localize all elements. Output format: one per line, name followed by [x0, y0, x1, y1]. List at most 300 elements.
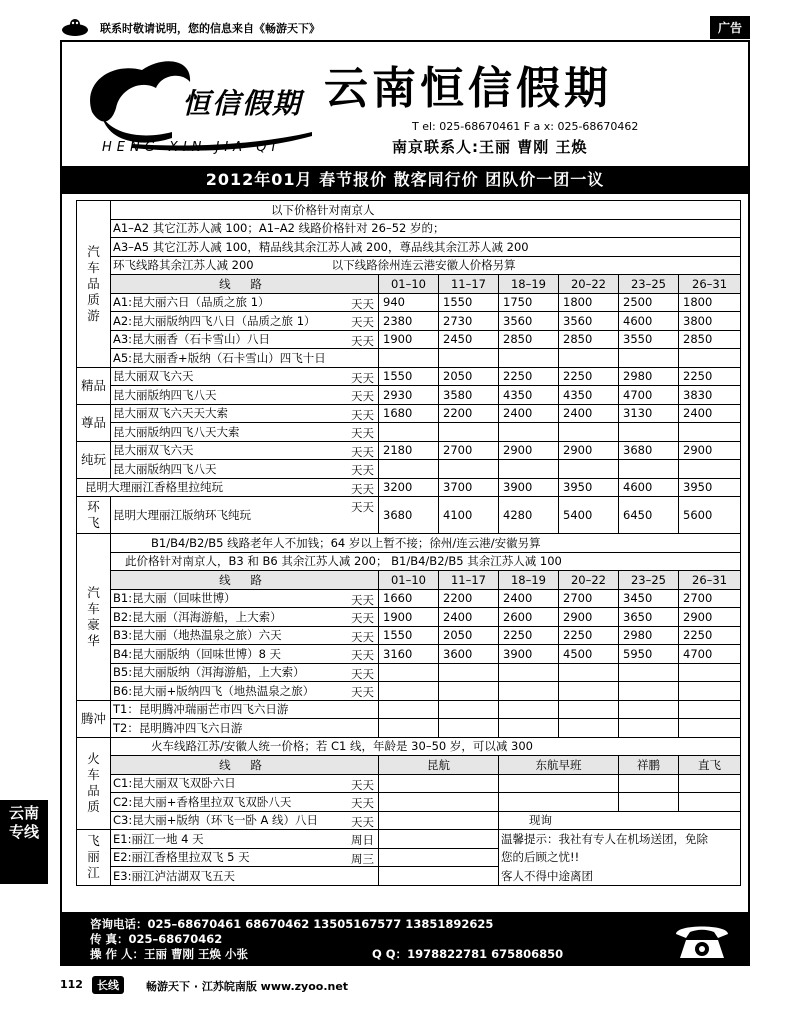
price-cell — [619, 793, 679, 812]
page-footer — [60, 974, 750, 992]
price-row — [77, 441, 741, 460]
price-row — [77, 497, 741, 534]
warm-tip: 您的后顾之忧!! — [499, 848, 741, 867]
price-cell — [499, 349, 559, 368]
route-name: E1:丽江一地 4 天 — [113, 831, 204, 846]
route-name: A1:昆大丽六日（品质之旅 1） — [113, 295, 270, 310]
price-cell: 2930 — [379, 386, 439, 405]
footer-qq-row — [372, 946, 563, 962]
price-cell — [559, 719, 619, 738]
route-frequency: 周日 — [351, 833, 374, 847]
price-cell: 2700 — [559, 589, 619, 608]
logo-text: 恒信假期 — [182, 87, 303, 120]
route-cell — [111, 423, 379, 442]
route-frequency: 天天 — [351, 500, 374, 514]
price-cell — [499, 700, 559, 719]
route-cell — [111, 774, 379, 793]
price-row — [77, 848, 741, 867]
date-range-header: 18–19 — [499, 571, 559, 590]
price-cell — [439, 423, 499, 442]
price-cell — [379, 867, 499, 886]
price-cell: 4350 — [499, 386, 559, 405]
price-cell: 3950 — [559, 478, 619, 497]
header — [62, 44, 748, 164]
price-cell: 3160 — [379, 645, 439, 664]
footer-contact-bar — [62, 912, 748, 964]
route-cell — [111, 608, 379, 627]
price-row — [77, 460, 741, 479]
route-name: 昆大丽版纳四飞八天大索 — [113, 424, 240, 439]
route-name: 昆大丽版纳四飞八天 — [113, 387, 217, 402]
price-cell — [499, 423, 559, 442]
price-cell — [379, 811, 499, 830]
price-cell: 1550 — [379, 367, 439, 386]
warm-tip: 客人不得中途离团 — [499, 867, 741, 886]
route-cell — [111, 460, 379, 479]
route-name: C1:昆大丽双飞双卧六日 — [113, 776, 236, 791]
date-header-row — [77, 275, 741, 294]
footer-operator-row — [90, 946, 248, 962]
route-cell — [111, 349, 379, 368]
price-cell — [619, 700, 679, 719]
price-cell — [439, 700, 499, 719]
price-cell: 1680 — [379, 404, 439, 423]
price-cell: 3950 — [679, 478, 741, 497]
price-cell: 1800 — [679, 293, 741, 312]
price-cell — [499, 460, 559, 479]
price-cell — [559, 700, 619, 719]
price-cell — [379, 830, 499, 849]
price-cell — [679, 349, 741, 368]
inquire-cell: 现询 — [499, 811, 741, 830]
price-cell — [619, 719, 679, 738]
price-cell: 4100 — [439, 497, 499, 534]
route-cell — [111, 330, 379, 349]
price-cell: 6450 — [619, 497, 679, 534]
price-note — [111, 256, 741, 275]
price-row — [77, 774, 741, 793]
date-range-header: 20–22 — [559, 571, 619, 590]
route-frequency: 天天 — [351, 407, 374, 422]
top-bar — [60, 14, 750, 42]
price-cell — [619, 460, 679, 479]
price-cell: 3900 — [499, 645, 559, 664]
route-name: B4:昆大丽版纳（回味世博）8 天 — [113, 646, 282, 661]
mascot-icon — [60, 16, 90, 38]
route-cell — [111, 830, 379, 849]
price-cell: 3130 — [619, 404, 679, 423]
price-cell — [679, 774, 741, 793]
price-cell: 2900 — [559, 441, 619, 460]
route-frequency: 周三 — [351, 851, 374, 866]
price-cell: 3560 — [559, 312, 619, 331]
price-row — [77, 293, 741, 312]
footer-operator-label: 操 作 人： — [90, 947, 145, 961]
price-cell — [379, 774, 499, 793]
date-range-header: 01–10 — [379, 571, 439, 590]
price-cell — [439, 460, 499, 479]
price-cell — [619, 423, 679, 442]
price-cell: 4500 — [559, 645, 619, 664]
price-cell: 2850 — [679, 330, 741, 349]
price-cell: 1900 — [379, 330, 439, 349]
price-cell — [439, 719, 499, 738]
route-header: 线 路 — [111, 275, 379, 294]
price-cell: 2850 — [499, 330, 559, 349]
route-name: E2:丽江香格里拉双飞 5 天 — [113, 850, 250, 865]
price-note: 此价格针对南京人，B3 和 B6 其余江苏人减 200； B1/B4/B2/B5 其余江苏人减 100 — [111, 552, 741, 571]
price-cell: 2500 — [619, 293, 679, 312]
price-row — [77, 719, 741, 738]
airline-header: 东航早班 — [499, 756, 619, 775]
note-row — [77, 238, 741, 257]
price-cell — [499, 793, 619, 812]
price-cell — [559, 460, 619, 479]
price-cell: 2900 — [679, 441, 741, 460]
price-cell — [619, 774, 679, 793]
price-cell: 2380 — [379, 312, 439, 331]
route-name: A5:昆大丽香+版纳（石卡雪山）四飞十日 — [113, 350, 326, 365]
footer-phone-row — [90, 916, 493, 932]
price-cell: 3560 — [499, 312, 559, 331]
price-cell — [379, 460, 439, 479]
price-cell — [559, 349, 619, 368]
price-cell: 2980 — [619, 367, 679, 386]
telephone-icon — [672, 920, 732, 962]
price-note: B1/B4/B2/B5 线路老年人不加钱；64 岁以上暂不接；徐州/连云港/安徽另算 — [111, 534, 741, 553]
price-cell — [379, 349, 439, 368]
route-frequency: 天天 — [351, 444, 374, 459]
price-table — [76, 200, 741, 886]
route-frequency: 天天 — [351, 629, 374, 644]
route-header: 线 路 — [111, 756, 379, 775]
route-frequency: 天天 — [351, 685, 374, 699]
route-name: 昆大丽双飞六天 — [113, 443, 194, 458]
date-range-header: 23–25 — [619, 571, 679, 590]
price-row — [77, 663, 741, 682]
price-cell: 2700 — [439, 441, 499, 460]
price-cell — [559, 663, 619, 682]
note-left: 环飞线路其余江苏人减 200 — [113, 258, 254, 273]
price-cell — [559, 423, 619, 442]
date-range-header: 18–19 — [499, 275, 559, 294]
price-cell — [499, 719, 559, 738]
date-range-header: 26–31 — [679, 275, 741, 294]
price-cell — [679, 423, 741, 442]
price-cell: 1900 — [379, 608, 439, 627]
route-cell — [111, 497, 379, 534]
route-cell — [111, 848, 379, 867]
price-row — [77, 589, 741, 608]
price-cell: 3650 — [619, 608, 679, 627]
airline-header: 昆航 — [379, 756, 499, 775]
route-frequency: 天天 — [351, 333, 374, 348]
price-cell: 5600 — [679, 497, 741, 534]
route-frequency: 天天 — [351, 777, 374, 792]
price-note: 火车线路江苏/安徽人统一价格；若 C1 线，年龄是 30–50 岁，可以减 300 — [111, 737, 741, 756]
route-frequency: 天天 — [351, 370, 374, 385]
price-cell: 4700 — [619, 386, 679, 405]
route-frequency: 天天 — [351, 296, 374, 311]
price-cell: 2850 — [559, 330, 619, 349]
price-cell: 2250 — [559, 367, 619, 386]
title-banner: 2012年01月 春节报价 散客同行价 团队价一团一议 — [62, 166, 748, 194]
price-cell: 3550 — [619, 330, 679, 349]
price-cell: 2700 — [679, 589, 741, 608]
price-cell: 1750 — [499, 293, 559, 312]
price-cell — [679, 663, 741, 682]
price-row — [77, 626, 741, 645]
price-row — [77, 312, 741, 331]
route-cell — [111, 682, 379, 701]
footer-fax-row — [90, 931, 222, 947]
route-name: A2:昆大丽版纳四飞八日（品质之旅 1） — [113, 313, 316, 328]
price-cell: 2400 — [679, 404, 741, 423]
footer-fax-label: 传 真： — [90, 932, 129, 946]
price-cell — [679, 793, 741, 812]
price-cell — [619, 663, 679, 682]
note-row — [77, 534, 741, 553]
route-frequency: 天天 — [351, 648, 374, 662]
publication-line: 畅游天下 · 江苏皖南版 www.zyoo.net — [146, 980, 349, 993]
route-name: B5:昆大丽版纳（洱海游船，上大索） — [113, 665, 305, 680]
route-frequency: 天天 — [351, 592, 374, 607]
route-frequency: 天天 — [351, 389, 374, 403]
footer-phone-value: 025–68670461 68670462 13505167577 13851892625 — [147, 917, 494, 931]
note-row — [77, 256, 741, 275]
price-cell: 2250 — [679, 367, 741, 386]
route-cell — [77, 478, 379, 497]
price-cell: 2200 — [439, 589, 499, 608]
route-cell — [111, 867, 379, 886]
price-cell: 4350 — [559, 386, 619, 405]
category-label: 汽车豪华 — [77, 534, 111, 701]
price-row — [77, 700, 741, 719]
airline-header: 直飞 — [679, 756, 741, 775]
price-cell: 1550 — [439, 293, 499, 312]
price-row — [77, 811, 741, 830]
price-cell — [379, 423, 439, 442]
date-header-row — [77, 571, 741, 590]
route-cell — [111, 312, 379, 331]
price-cell — [379, 682, 439, 701]
price-cell: 2900 — [499, 441, 559, 460]
route-name: B3:昆大丽（地热温泉之旅）六天 — [113, 628, 282, 643]
date-range-header: 11–17 — [439, 275, 499, 294]
route-name: 昆大丽双飞六天天大索 — [113, 406, 228, 421]
price-row — [77, 793, 741, 812]
price-cell: 2900 — [679, 608, 741, 627]
route-name: C2:昆大丽+香格里拉双飞双卧八天 — [113, 794, 292, 809]
brand-title: 云南恒信假期 — [324, 63, 612, 114]
price-cell: 1800 — [559, 293, 619, 312]
price-row — [77, 608, 741, 627]
side-tab-line2: 专线 — [8, 823, 39, 841]
price-cell: 4700 — [679, 645, 741, 664]
route-cell — [111, 589, 379, 608]
price-cell: 3600 — [439, 645, 499, 664]
price-cell: 3450 — [619, 589, 679, 608]
price-cell: 2050 — [439, 626, 499, 645]
price-note: A3–A5 其它江苏人减 100，精品线其余江苏人减 200，尊品线其余江苏人减 200 — [111, 238, 741, 257]
price-row — [77, 423, 741, 442]
route-cell — [111, 793, 379, 812]
price-cell — [379, 848, 499, 867]
price-row — [77, 830, 741, 849]
route-cell — [111, 293, 379, 312]
price-note: 以下价格针对南京人 — [111, 201, 741, 220]
price-cell: 3900 — [499, 478, 559, 497]
route-frequency: 天天 — [351, 481, 374, 496]
route-frequency: 天天 — [351, 666, 374, 681]
price-cell: 2730 — [439, 312, 499, 331]
price-cell: 5400 — [559, 497, 619, 534]
price-cell — [499, 774, 619, 793]
price-cell: 2250 — [559, 626, 619, 645]
price-cell — [679, 682, 741, 701]
route-name: A3:昆大丽香（石卡雪山）八日 — [113, 332, 271, 347]
route-cell: T2：昆明腾冲四飞六日游 — [111, 719, 379, 738]
price-cell — [679, 460, 741, 479]
price-cell: 5950 — [619, 645, 679, 664]
price-cell: 3680 — [379, 497, 439, 534]
price-cell: 2600 — [499, 608, 559, 627]
date-range-header: 20–22 — [559, 275, 619, 294]
route-cell: T1：昆明腾冲瑞丽芒市四飞六日游 — [111, 700, 379, 719]
route-name: E3:丽江泸沽湖双飞五天 — [113, 868, 235, 883]
price-cell — [439, 682, 499, 701]
route-cell — [111, 626, 379, 645]
route-frequency: 天天 — [351, 315, 374, 329]
price-cell: 2180 — [379, 441, 439, 460]
price-cell: 1660 — [379, 589, 439, 608]
footer-fax-value: 025–68670462 — [128, 932, 223, 946]
footer-phone-label: 咨询电话： — [90, 917, 148, 931]
route-header: 线 路 — [111, 571, 379, 590]
airline-header-row — [77, 756, 741, 775]
footer-qq-value: 1978822781 675806850 — [407, 947, 564, 961]
price-cell: 2050 — [439, 367, 499, 386]
route-cell — [111, 811, 379, 830]
route-cell — [111, 645, 379, 664]
price-cell — [499, 682, 559, 701]
footer-qq-label: Q Q： — [372, 947, 408, 961]
price-cell — [559, 682, 619, 701]
route-cell — [111, 663, 379, 682]
tel-fax-line: T el: 025-68670461 F a x: 025-68670462 — [412, 120, 639, 133]
category-label: 汽车品质游 — [77, 201, 111, 368]
ad-tag: 广告 — [710, 16, 750, 39]
price-cell — [499, 663, 559, 682]
price-cell: 3680 — [619, 441, 679, 460]
price-cell — [619, 349, 679, 368]
route-name: B6:昆大丽+版纳四飞（地热温泉之旅） — [113, 683, 315, 698]
price-row — [77, 386, 741, 405]
price-cell: 1550 — [379, 626, 439, 645]
price-cell — [439, 349, 499, 368]
price-cell: 3700 — [439, 478, 499, 497]
price-cell: 3200 — [379, 478, 439, 497]
price-cell — [679, 719, 741, 738]
section-side-tab — [0, 800, 48, 884]
price-cell — [679, 700, 741, 719]
price-cell: 3830 — [679, 386, 741, 405]
route-cell — [111, 386, 379, 405]
price-cell — [379, 719, 439, 738]
category-label: 腾冲 — [77, 700, 111, 737]
footer-operator-value: 王丽 曹刚 王焕 小张 — [144, 947, 249, 961]
price-cell: 2250 — [499, 367, 559, 386]
route-name: 昆大丽双飞六天 — [113, 369, 194, 384]
nanjing-contacts: 南京联系人:王丽 曹刚 王焕 — [392, 138, 588, 156]
category-label: 环飞 — [77, 497, 111, 534]
route-cell — [111, 404, 379, 423]
price-row — [77, 682, 741, 701]
warm-tip: 温馨提示：我社有专人在机场送团，免除 — [499, 830, 741, 849]
price-cell: 3800 — [679, 312, 741, 331]
price-cell: 2400 — [439, 608, 499, 627]
category-label: 火车品质 — [77, 737, 111, 830]
route-name: C3:昆大丽+版纳（环飞一卧 A 线）八日 — [113, 813, 319, 828]
price-cell — [619, 682, 679, 701]
price-cell: 2400 — [559, 404, 619, 423]
price-cell: 2250 — [679, 626, 741, 645]
route-cell — [111, 441, 379, 460]
price-cell: 2400 — [499, 589, 559, 608]
route-name: 昆明大理丽江版纳环飞纯玩 — [113, 508, 251, 522]
route-frequency: 天天 — [351, 814, 374, 829]
logo-pinyin: HENG XIN JIA QI — [102, 140, 281, 155]
category-label: 纯玩 — [77, 441, 111, 478]
category-label: 精品 — [77, 367, 111, 404]
category-label: 飞丽江 — [77, 830, 111, 886]
note-row — [77, 201, 741, 220]
price-cell: 4600 — [619, 312, 679, 331]
price-cell — [439, 663, 499, 682]
page-number: 112 — [60, 978, 83, 991]
price-cell: 2980 — [619, 626, 679, 645]
note-right: 以下线路徐州连云港安徽人价格另算 — [331, 258, 516, 273]
date-range-header: 26–31 — [679, 571, 741, 590]
price-table-body — [77, 201, 741, 886]
price-cell: 2900 — [559, 608, 619, 627]
price-cell: 4600 — [619, 478, 679, 497]
route-cell — [111, 367, 379, 386]
price-cell: 2200 — [439, 404, 499, 423]
route-name: B2:昆大丽（洱海游船，上大索） — [113, 609, 282, 624]
side-tab-line1: 云南 — [8, 804, 39, 822]
price-row — [77, 478, 741, 497]
price-cell — [379, 663, 439, 682]
price-cell: 2250 — [499, 626, 559, 645]
price-row — [77, 867, 741, 886]
price-row — [77, 645, 741, 664]
price-row — [77, 330, 741, 349]
route-frequency: 天天 — [351, 426, 374, 440]
date-range-header: 11–17 — [439, 571, 499, 590]
category-label: 尊品 — [77, 404, 111, 441]
note-row — [77, 552, 741, 571]
price-row — [77, 404, 741, 423]
note-row — [77, 219, 741, 238]
route-frequency: 天天 — [351, 796, 374, 810]
route-frequency: 天天 — [351, 463, 374, 477]
section-pill: 长线 — [92, 976, 124, 994]
route-name: 昆大丽版纳四飞八天 — [113, 461, 217, 476]
date-range-header: 01–10 — [379, 275, 439, 294]
note-row — [77, 737, 741, 756]
price-note: A1–A2 其它江苏人减 100；A1–A2 线路价格针对 26–52 岁的； — [111, 219, 741, 238]
